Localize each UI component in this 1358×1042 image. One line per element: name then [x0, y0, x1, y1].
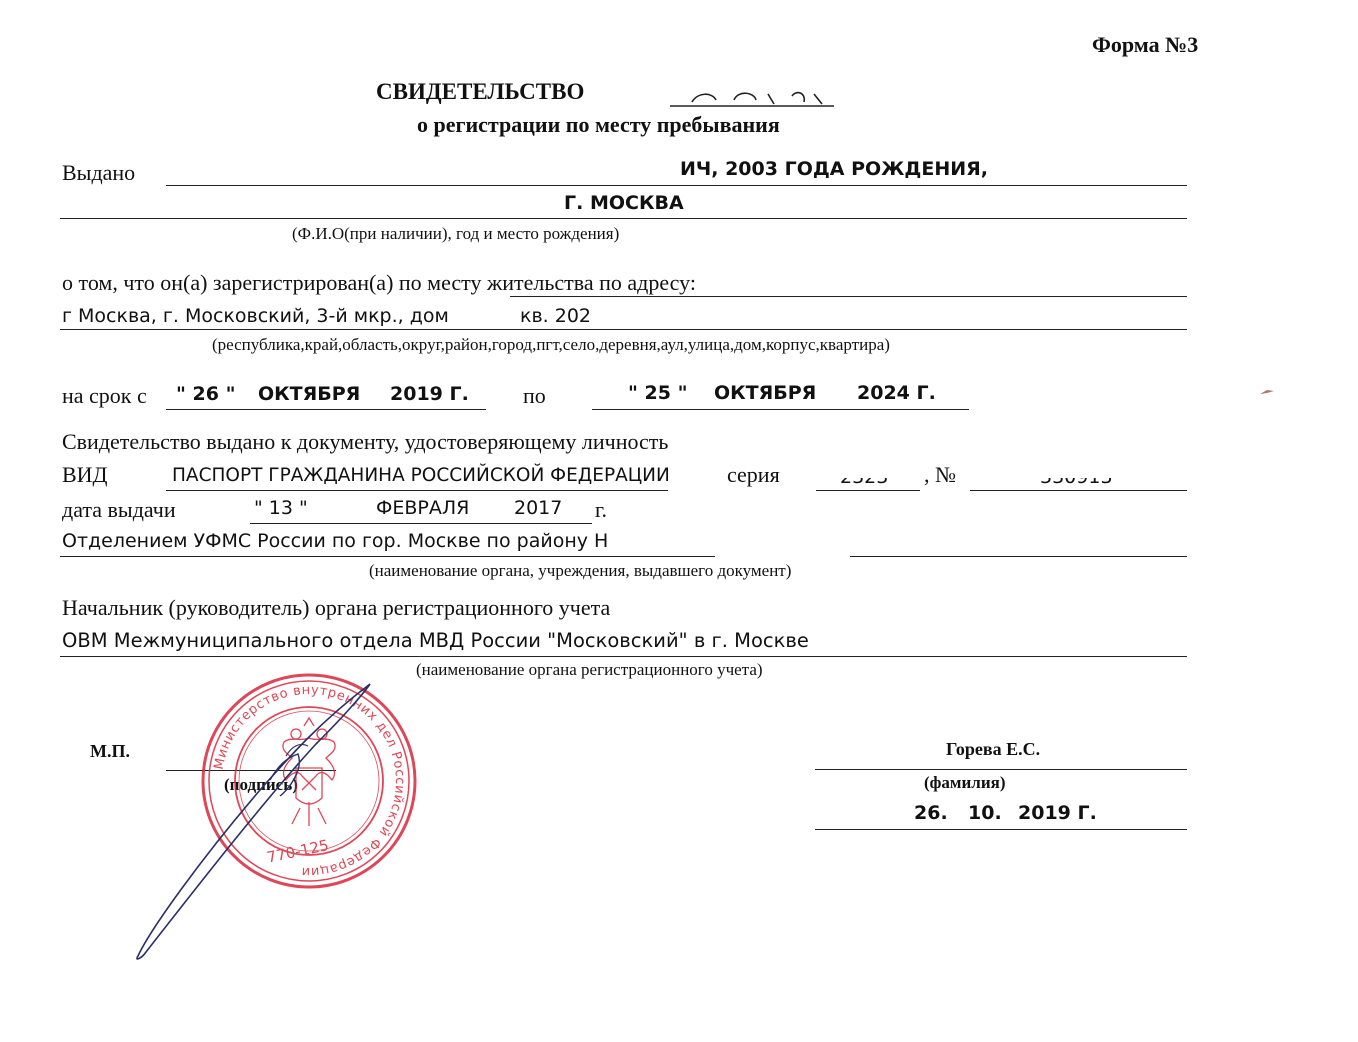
sign-date-year: 2019 Г. — [1018, 802, 1097, 824]
issue-date-underline — [250, 523, 592, 524]
term-from-month: ОКТЯБРЯ — [258, 383, 361, 405]
series-label: серия — [727, 462, 780, 487]
issuer-caption: (наименование органа, учреждения, выдавшего документ) — [369, 561, 792, 580]
issued-to-line2: Г. МОСКВА — [564, 192, 684, 214]
registration-body-caption: (наименование органа регистрационного учета) — [416, 660, 763, 679]
number-label: , № — [924, 462, 956, 487]
issued-to-line1-underline — [166, 185, 1187, 186]
ink-speck — [1258, 386, 1276, 398]
issuer-underline-left — [60, 556, 715, 557]
document-subtitle: о регистрации по месту пребывания — [417, 112, 780, 137]
issued-to-caption: (Ф.И.О(при наличии), год и место рождения) — [292, 224, 620, 243]
issue-year: 2017 — [514, 497, 563, 519]
sign-date-month: 10. — [968, 802, 1002, 824]
stamp-ring-text: Министерство внутренних дел Российской Федерации — [211, 682, 408, 880]
issue-month: ФЕВРАЛЯ — [376, 497, 470, 519]
term-to-day: " 25 " — [628, 382, 688, 404]
issuer-value: Отделением УФМС России по гор. Москве по району Н — [62, 530, 609, 552]
sign-date-day: 26. — [914, 802, 948, 824]
document-type-label: ВИД — [62, 462, 108, 487]
issuer-underline-right — [850, 556, 1187, 557]
surname-underline — [815, 769, 1187, 770]
document-type-underline — [166, 490, 668, 491]
address-part1: г Москва, г. Московский, 3-й мкр., дом — [62, 305, 449, 327]
term-from-day: " 26 " — [176, 383, 236, 405]
official-surname: Горева Е.С. — [946, 739, 1041, 759]
series-underline — [816, 490, 920, 491]
document-label: Свидетельство выдано к документу, удостоверяющему личность — [62, 429, 669, 454]
term-to-underline — [592, 409, 969, 410]
document-type-value: ПАСПОРТ ГРАЖДАНИНА РОССИЙСКОЙ ФЕДЕРАЦИИ — [172, 465, 670, 486]
term-from-year: 2019 Г. — [390, 383, 469, 405]
registration-body-value: ОВМ Межмуниципального отдела МВД России "Московский" в г. Москве — [62, 629, 809, 652]
term-to-label: по — [523, 383, 546, 408]
address-underline — [60, 329, 1187, 330]
issue-date-label: дата выдачи — [62, 497, 176, 522]
address-caption: (республика,край,область,округ,район,город,пгт,село,деревня,аул,улица,дом,корпус,квартира) — [212, 335, 890, 354]
number-redaction — [1000, 466, 1150, 478]
sign-date-underline — [815, 829, 1187, 830]
address-part2: кв. 202 — [520, 305, 592, 327]
term-to-year: 2024 Г. — [857, 382, 936, 404]
term-from-underline — [166, 409, 486, 410]
registration-body-label: Начальник (руководитель) органа регистрационного учета — [62, 595, 611, 620]
issued-to-label: Выдано — [62, 160, 136, 185]
surname-caption: (фамилия) — [924, 773, 1006, 792]
issue-year-suffix: г. — [595, 497, 608, 522]
number-underline — [970, 490, 1187, 491]
issue-day: " 13 " — [254, 497, 308, 519]
residence-label: о том, что он(а) зарегистрирован(а) по месту жительства по адресу: — [62, 270, 696, 295]
issued-to-line2-underline — [60, 218, 1187, 219]
signature-caption: (подпись) — [224, 775, 298, 794]
registration-body-underline — [60, 656, 1187, 657]
term-to-month: ОКТЯБРЯ — [714, 382, 817, 404]
document-title: СВИДЕТЕЛЬСТВО — [376, 79, 585, 104]
title-number-scribble — [664, 86, 844, 112]
form-number: Форма №3 — [1092, 32, 1199, 57]
handwritten-signature — [120, 670, 420, 970]
stamp-place-label: М.П. — [90, 741, 130, 761]
series-redaction — [818, 466, 918, 478]
residence-label-underline — [510, 296, 1187, 297]
term-from-label: на срок с — [62, 383, 147, 408]
issued-to-line1: ИЧ, 2003 ГОДА РОЖДЕНИЯ, — [680, 158, 988, 180]
stamp-code: 770-125 — [265, 836, 331, 867]
